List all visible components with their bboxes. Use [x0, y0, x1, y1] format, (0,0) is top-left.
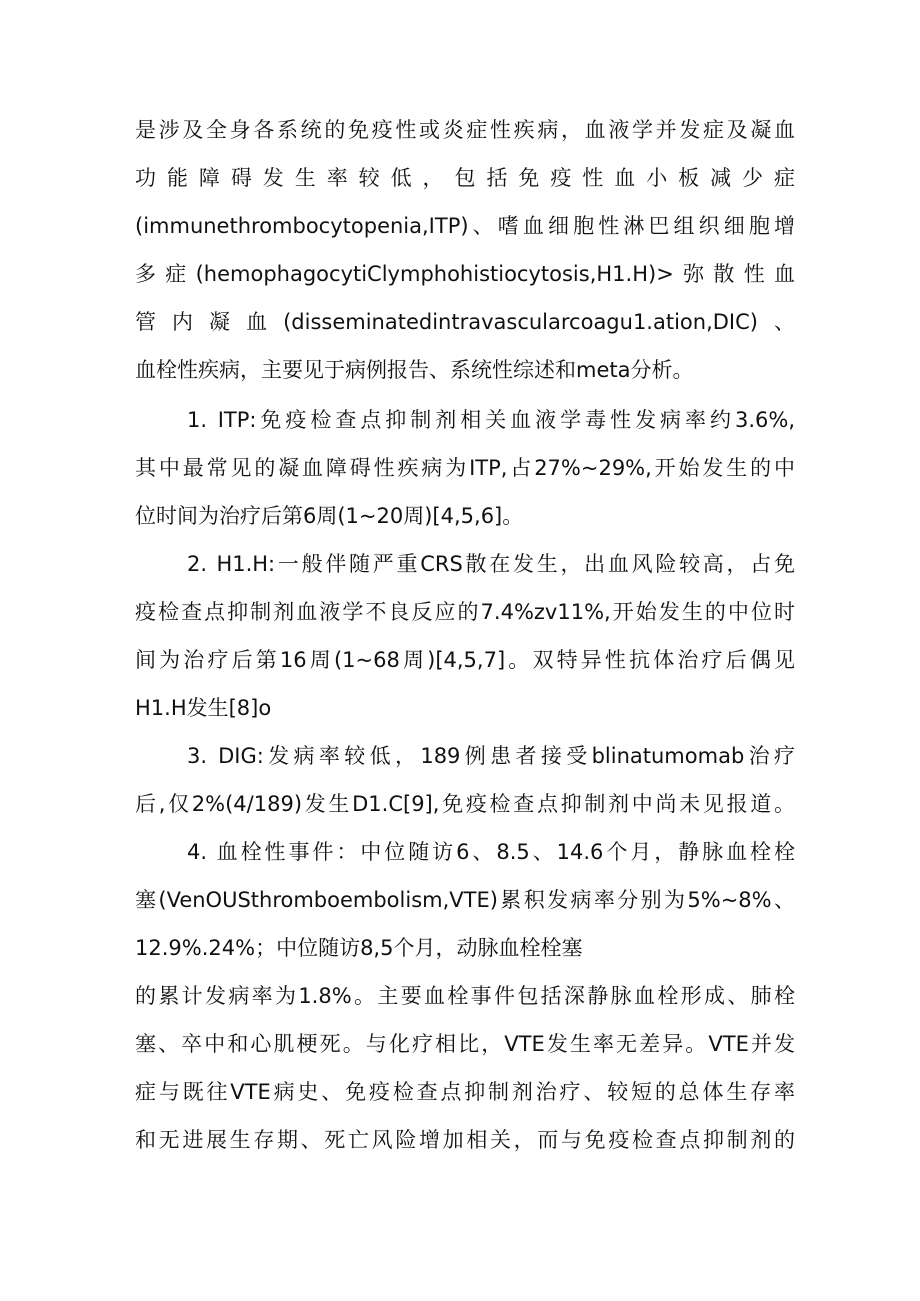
- list-item-2-heading: 2. H1.H:一般伴随严重CRS散在发生，出血风险较高，占免: [187, 552, 795, 576]
- list-item-4-heading: 4. 血栓性事件：中位随访6、8.5、14.6个月，静脉血栓栓: [187, 840, 795, 864]
- text-line: 位时间为治疗后第6周(1~20周)[4,5,6]。: [135, 504, 524, 528]
- text-line: 症与既往VTE病史、免疫检查点抑制剂治疗、较短的总体生存率: [135, 1080, 795, 1104]
- text-line: 其中最常见的凝血障碍性疾病为ITP,占27%~29%,开始发生的中: [135, 456, 795, 480]
- text-line: 的累计发病率为1.8%。主要血栓事件包括深静脉血栓形成、肺栓: [135, 984, 795, 1008]
- text-line: 12.9%.24%；中位随访8,5个月，动脉血栓栓塞: [135, 936, 583, 960]
- list-item-3-heading: 3. DIG:发病率较低，189例患者接受blinatumomab治疗: [187, 744, 795, 768]
- text-line: 多症(hemophagocytiClymphohistiocytosis,H1.H)>弥散性血: [135, 262, 795, 286]
- text-line: 间为治疗后第16周(1~68周)[4,5,7]。双特异性抗体治疗后偶见: [135, 648, 795, 672]
- text-line: 和无进展生存期、死亡风险增加相关，而与免疫检查点抑制剂的: [135, 1128, 795, 1152]
- text-line: 疫检查点抑制剂血液学不良反应的7.4%zv11%,开始发生的中位时: [135, 600, 795, 624]
- text-line: 功能障碍发生率较低，包括免疫性血小板减少症: [135, 166, 795, 190]
- text-line: 血栓性疾病，主要见于病例报告、系统性综述和meta分析。: [135, 358, 694, 382]
- text-line: (immunethrombocytopenia,ITP)、嗜血细胞性淋巴组织细胞增: [135, 214, 795, 238]
- text-line: 是涉及全身各系统的免疫性或炎症性疾病，血液学并发症及凝血: [135, 118, 795, 142]
- list-item-1-heading: 1. ITP:免疫检查点抑制剂相关血液学毒性发病率约3.6%,: [187, 408, 795, 432]
- text-line: 塞(VenOUSthromboembolism,VTE)累积发病率分别为5%~8%、: [135, 888, 795, 912]
- text-line: H1.H发生[8]o: [135, 696, 272, 720]
- text-line: 后,仅2%(4/189)发生D1.C[9],免疫检查点抑制剂中尚未见报道。: [135, 792, 795, 816]
- text-line: 塞、卒中和心肌梗死。与化疗相比，VTE发生率无差异。VTE并发: [135, 1032, 795, 1056]
- text-line: 管内凝血(disseminatedintravascularcoagu1.ation,DIC)、: [135, 310, 795, 334]
